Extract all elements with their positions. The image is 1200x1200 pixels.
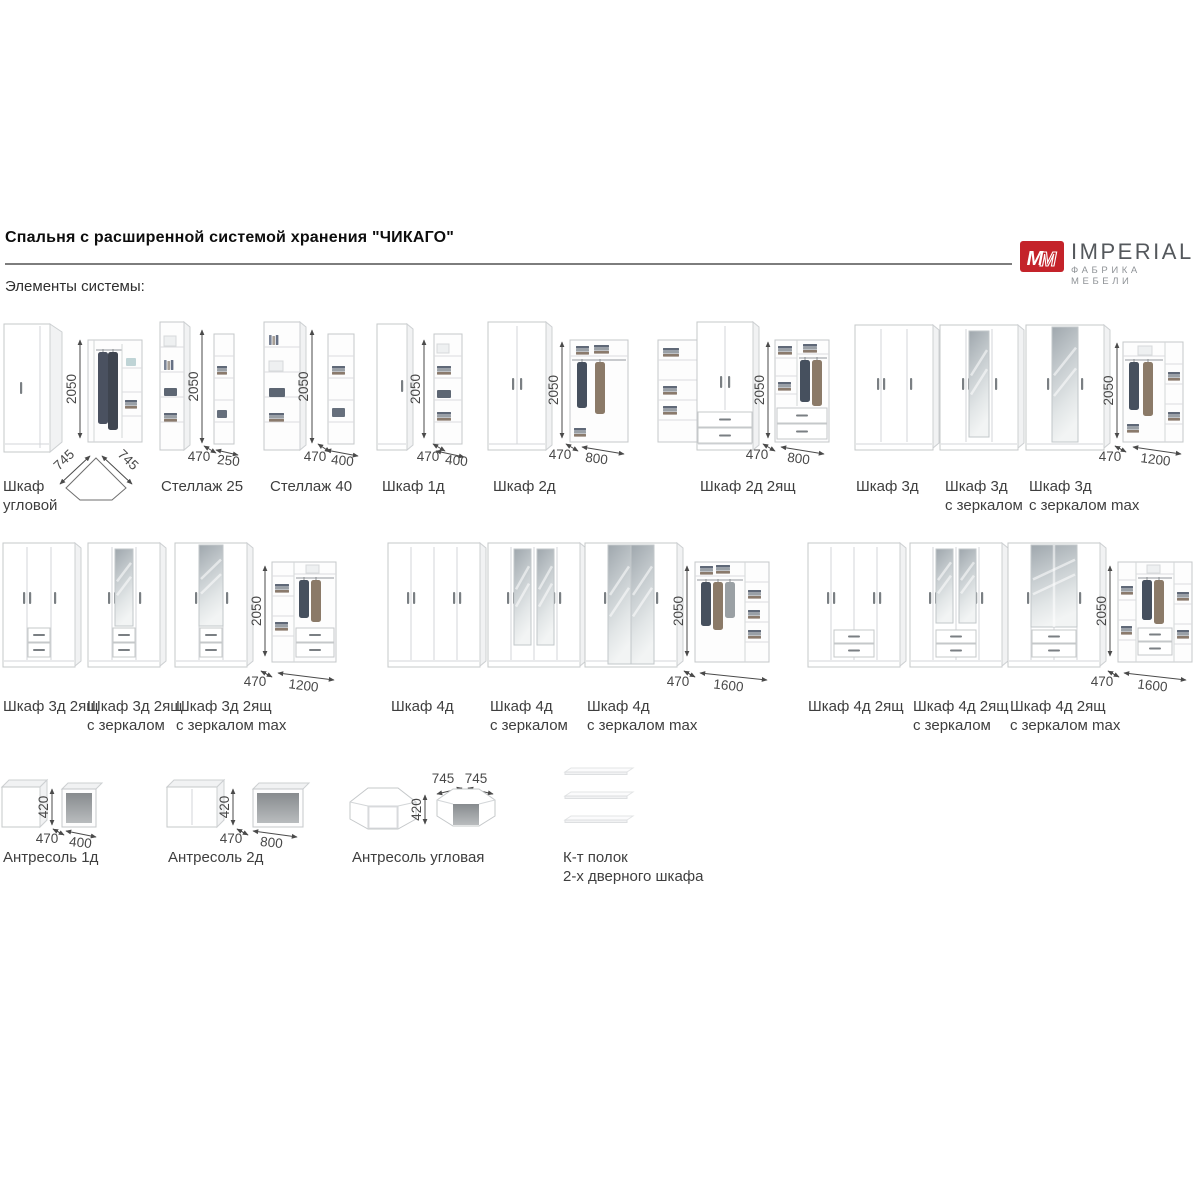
item-label-shkaf-4d-2yashch-zerkalo (913, 697, 1009, 735)
svg-text:M: M (1039, 249, 1057, 271)
item-label-shkaf-4d (391, 697, 454, 716)
item-label-shkaf-uglovoy (3, 477, 57, 515)
item-label-antresol-uglovaya (352, 848, 484, 867)
item-label-kt-polok (563, 848, 703, 886)
item-label-stellazh-40 (270, 477, 352, 496)
item-label-line: Шкаф (3, 478, 45, 495)
item-label-line: Шкаф 3д (945, 478, 1008, 495)
svg-text:800: 800 (259, 833, 284, 852)
svg-text:470: 470 (187, 449, 211, 464)
item-label-line: Шкаф 1д (382, 478, 445, 495)
page-title: Спальня с расширенной системой хранения "ЧИКАГО" (5, 229, 455, 246)
svg-text:745: 745 (50, 446, 78, 473)
item-label-shkaf-3d (856, 477, 919, 496)
svg-text:470: 470 (1090, 674, 1114, 689)
svg-text:1200: 1200 (1139, 450, 1172, 469)
logo-tagline-text: ФАБРИКА МЕБЕЛИ (1071, 265, 1141, 287)
item-label-line: с зеркалом (87, 717, 165, 734)
svg-text:1600: 1600 (712, 676, 745, 695)
svg-text:2050: 2050 (546, 374, 561, 406)
figure-stellazh-40 (264, 322, 358, 469)
svg-text:2050: 2050 (186, 371, 201, 402)
item-label-line: Шкаф 3д 2ящ (87, 698, 183, 715)
item-label-line: Антресоль 2д (168, 849, 264, 866)
figure-shkaf-3d (855, 325, 939, 450)
figure-shkaf-3d-zerkalo (940, 325, 1024, 450)
svg-text:470: 470 (243, 674, 267, 689)
item-label-shkaf-3d-2yashch-zerkalo (87, 697, 183, 735)
figure-antresol-uglovaya (350, 771, 495, 829)
svg-text:745: 745 (464, 771, 488, 786)
item-label-antresol-2d (168, 848, 263, 867)
figure-shkaf-1d (377, 324, 468, 469)
item-label-line: с зеркалом (913, 717, 991, 734)
svg-text:470: 470 (303, 449, 327, 464)
figure-shkaf-2d (488, 322, 705, 467)
svg-text:2050: 2050 (408, 373, 423, 405)
svg-text:800: 800 (584, 449, 609, 468)
item-label-line: 2-х дверного шкафа (563, 868, 704, 885)
item-label-line: К-т полок (563, 849, 628, 866)
svg-text:400: 400 (330, 451, 355, 470)
svg-text:400: 400 (444, 451, 469, 470)
item-label-line: Шкаф 3д 2ящ (176, 698, 272, 715)
svg-text:2050: 2050 (64, 373, 79, 405)
svg-text:2050: 2050 (249, 595, 264, 627)
svg-text:745: 745 (431, 771, 455, 786)
figure-shkaf-4d-zerkalo (488, 543, 586, 667)
svg-text:470: 470 (1098, 449, 1122, 464)
item-label-antresol-1d (3, 848, 98, 867)
svg-text:250: 250 (216, 451, 241, 470)
item-label-shkaf-2d (493, 477, 556, 496)
item-label-line: Шкаф 4д (490, 698, 553, 715)
logo-brand-text: IMPERIAL (1071, 239, 1194, 264)
svg-text:2050: 2050 (296, 371, 311, 402)
svg-text:2050: 2050 (671, 595, 686, 627)
item-label-line: Шкаф 2д 2ящ (700, 478, 796, 495)
figure-shkaf-4d-2yashch (808, 543, 906, 667)
item-label-line: Шкаф 4д (587, 698, 650, 715)
svg-text:400: 400 (68, 833, 93, 852)
item-label-line: Шкаф 3д (1029, 478, 1092, 495)
figure-shkaf-3d-2yashch-open-view (244, 562, 336, 695)
item-label-line: Шкаф 3д (856, 478, 919, 495)
figure-shkaf-3d-zerkalo-max (1026, 325, 1110, 450)
figure-stellazh-25 (160, 322, 240, 469)
item-label-line: с зеркалом max (1010, 717, 1121, 734)
figure-shkaf-4d-2yashch-zerkalo (910, 543, 1008, 667)
item-label-shkaf-3d-zerkalo (945, 477, 1023, 515)
item-label-line: с зеркалом max (1029, 497, 1140, 514)
item-label-line: Шкаф 4д 2ящ (808, 698, 904, 715)
svg-text:470: 470 (666, 674, 690, 689)
item-label-line: Антресоль 1д (3, 849, 99, 866)
svg-text:2050: 2050 (1101, 375, 1116, 406)
figure-shkaf-3d-2yashch-zerkalo (88, 543, 166, 667)
figure-antresol-2d (167, 780, 309, 851)
item-label-shkaf-4d-zerkalo (490, 697, 568, 735)
item-label-line: Шкаф 4д (391, 698, 454, 715)
svg-text:2050: 2050 (752, 374, 767, 406)
svg-text:420: 420 (36, 795, 51, 819)
item-label-line: Шкаф 2д (493, 478, 556, 495)
figure-shkaf-uglovoy (4, 324, 142, 500)
figure-antresol-1d (2, 780, 102, 851)
svg-text:470: 470 (35, 831, 59, 846)
item-label-line: с зеркалом (945, 497, 1023, 514)
item-label-shkaf-3d-zerkalo-max (1029, 477, 1139, 515)
figure-shkaf-4d-2yashch-zerkalo-max (1008, 543, 1106, 667)
figure-shkaf-4d (388, 543, 486, 667)
item-label-line: с зеркалом max (587, 717, 698, 734)
figure-kt-polok (565, 768, 633, 823)
svg-text:800: 800 (786, 449, 811, 468)
svg-text:1200: 1200 (287, 676, 320, 695)
item-label-line: Шкаф 4д 2ящ (913, 698, 1009, 715)
item-label-stellazh-25 (161, 477, 243, 496)
svg-text:470: 470 (548, 447, 572, 462)
svg-text:420: 420 (217, 795, 232, 819)
figure-shkaf-3d-open-view (1099, 342, 1183, 469)
svg-text:470: 470 (745, 447, 769, 462)
item-label-shkaf-4d-zerkalo-max (587, 697, 697, 735)
item-label-shkaf-3d-2yashch (3, 697, 99, 716)
svg-text:420: 420 (409, 798, 424, 821)
item-label-line: Шкаф 3д 2ящ (3, 698, 99, 715)
figure-shkaf-2d-2yashch (697, 322, 829, 467)
svg-text:470: 470 (219, 831, 243, 846)
svg-text:2050: 2050 (1094, 595, 1109, 627)
svg-text:745: 745 (114, 446, 142, 473)
item-label-line: с зеркалом max (176, 717, 287, 734)
item-label-shkaf-1d (382, 477, 445, 496)
figure-shkaf-3d-2yashch (3, 543, 81, 667)
figure-shkaf-3d-2yashch-zerkalo-max (175, 543, 253, 667)
item-label-shkaf-3d-2yashch-zerkalo-max (176, 697, 286, 735)
figure-shkaf-4d-zerkalo-max (585, 543, 683, 667)
svg-text:470: 470 (416, 449, 440, 464)
item-label-line: Стеллаж 25 (161, 478, 244, 495)
item-label-line: угловой (3, 497, 58, 514)
section-subtitle: Элементы системы: (5, 278, 145, 295)
item-label-shkaf-4d-2yashch (808, 697, 904, 716)
item-label-line: Шкаф 4д 2ящ (1010, 698, 1106, 715)
item-label-line: Антресоль угловая (352, 849, 485, 866)
item-label-shkaf-2d-2yashch (700, 477, 796, 496)
item-label-shkaf-4d-2yashch-zerkalo-max (1010, 697, 1120, 735)
item-label-line: Стеллаж 40 (270, 478, 353, 495)
svg-text:M: M (1026, 248, 1044, 270)
svg-text:1600: 1600 (1136, 676, 1169, 695)
item-label-line: с зеркалом (490, 717, 568, 734)
